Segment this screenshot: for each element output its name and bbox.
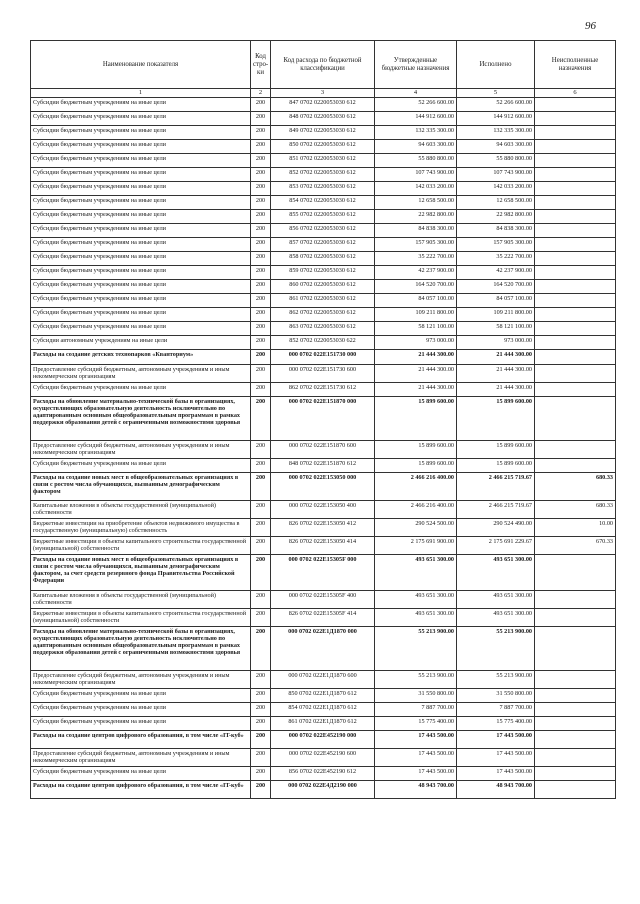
row-executed: 21 444 300.00 [457, 350, 535, 365]
row-name: Субсидии бюджетным учреждениям на иные цели [31, 168, 251, 182]
row-kbk: 858 0702 0220053030 612 [271, 252, 375, 266]
row-kbk: 852 0702 0220053030 622 [271, 336, 375, 350]
row-executed: 2 466 215 719.67 [457, 473, 535, 501]
row-name: Субсидии бюджетным учреждениям на иные цели [31, 294, 251, 308]
row-unexecuted [535, 365, 616, 383]
row-kbk: 000 0702 022E15305F 400 [271, 591, 375, 609]
row-kbk: 861 0702 0220053030 612 [271, 294, 375, 308]
row-approved: 21 444 300.00 [375, 350, 457, 365]
row-approved: 52 266 600.00 [375, 98, 457, 112]
row-approved: 17 443 500.00 [375, 749, 457, 767]
row-kbk: 854 0702 0220053030 612 [271, 196, 375, 210]
row-unexecuted [535, 140, 616, 154]
row-name: Капитальные вложения в объекты государственной (муниципальной) собственности [31, 591, 251, 609]
row-approved: 12 658 500.00 [375, 196, 457, 210]
row-name: Расходы на создание новых мест в общеобразовательных организациях в связи с ростом числа обучающихся, вызванным демографическим фактором, за счет средств резервного фонда Правительства Российской Федерации [31, 555, 251, 591]
row-approved: 157 905 300.00 [375, 238, 457, 252]
row-kbk: 850 0702 022Е1Д1870 612 [271, 689, 375, 703]
row-approved: 17 443 500.00 [375, 767, 457, 781]
row-code: 200 [251, 473, 271, 501]
row-kbk: 826 0702 022E153050 412 [271, 519, 375, 537]
row-name: Субсидии бюджетным учреждениям на иные цели [31, 459, 251, 473]
table-row [31, 224, 616, 238]
row-unexecuted [535, 210, 616, 224]
row-approved: 164 520 700.00 [375, 280, 457, 294]
row-approved: 2 175 691 900.00 [375, 537, 457, 555]
row-name: Субсидии бюджетным учреждениям на иные цели [31, 224, 251, 238]
row-unexecuted [535, 781, 616, 799]
row-executed: 493 651 300.00 [457, 609, 535, 627]
row-name: Бюджетные инвестиции в объекты капитального строительства государственной (муниципальной) собственности [31, 609, 251, 627]
row-code: 200 [251, 781, 271, 799]
row-approved: 7 887 700.00 [375, 703, 457, 717]
table-row [31, 781, 616, 799]
row-unexecuted [535, 397, 616, 441]
row-unexecuted [535, 350, 616, 365]
header-approved: Утвержденные бюджетные назначения [375, 41, 457, 89]
table-row [31, 322, 616, 336]
row-name: Субсидии бюджетным учреждениям на иные цели [31, 266, 251, 280]
row-executed: 15 899 600.00 [457, 441, 535, 459]
row-name: Субсидии бюджетным учреждениям на иные цели [31, 280, 251, 294]
row-kbk: 000 0702 022E452190 000 [271, 731, 375, 749]
row-code: 200 [251, 717, 271, 731]
row-executed: 94 603 300.00 [457, 140, 535, 154]
row-approved: 21 444 300.00 [375, 383, 457, 397]
row-kbk: 855 0702 0220053030 612 [271, 210, 375, 224]
row-executed: 109 211 800.00 [457, 308, 535, 322]
column-number: 1 [31, 89, 251, 98]
row-approved: 493 651 300.00 [375, 609, 457, 627]
table-row [31, 501, 616, 519]
row-approved: 84 838 300.00 [375, 224, 457, 238]
row-executed: 493 651 300.00 [457, 591, 535, 609]
row-executed: 15 775 400.00 [457, 717, 535, 731]
row-code: 200 [251, 280, 271, 294]
row-code: 200 [251, 308, 271, 322]
header-name: Наименование показателя [31, 41, 251, 89]
row-name: Субсидии автономным учреждениям на иные цели [31, 336, 251, 350]
row-unexecuted [535, 98, 616, 112]
table-row [31, 441, 616, 459]
row-name: Расходы на создание центров цифрового образования, в том числе «IT-куб» [31, 731, 251, 749]
row-kbk: 859 0702 0220053030 612 [271, 266, 375, 280]
row-unexecuted: 670.33 [535, 537, 616, 555]
row-executed: 84 838 300.00 [457, 224, 535, 238]
row-approved: 2 466 216 400.00 [375, 473, 457, 501]
row-unexecuted [535, 280, 616, 294]
row-code: 200 [251, 196, 271, 210]
table-row [31, 459, 616, 473]
row-approved: 48 943 700.00 [375, 781, 457, 799]
row-executed: 17 443 500.00 [457, 767, 535, 781]
row-unexecuted [535, 322, 616, 336]
row-approved: 144 912 600.00 [375, 112, 457, 126]
row-executed: 142 033 200.00 [457, 182, 535, 196]
row-unexecuted [535, 224, 616, 238]
row-approved: 15 899 600.00 [375, 441, 457, 459]
column-number: 6 [535, 89, 616, 98]
column-number: 4 [375, 89, 457, 98]
table-row [31, 717, 616, 731]
row-kbk: 000 0702 022E452190 600 [271, 749, 375, 767]
row-approved: 55 213 900.00 [375, 627, 457, 671]
row-executed: 2 175 691 229.67 [457, 537, 535, 555]
row-code: 200 [251, 154, 271, 168]
row-kbk: 000 0702 022E15305F 000 [271, 555, 375, 591]
row-kbk: 000 0702 022E151730 600 [271, 365, 375, 383]
row-kbk: 848 0702 022E151870 612 [271, 459, 375, 473]
row-executed: 21 444 300.00 [457, 365, 535, 383]
row-unexecuted [535, 196, 616, 210]
row-executed: 132 335 300.00 [457, 126, 535, 140]
table-row [31, 350, 616, 365]
row-kbk: 826 0702 022E15305F 414 [271, 609, 375, 627]
row-code: 200 [251, 731, 271, 749]
row-unexecuted [535, 459, 616, 473]
row-code: 200 [251, 98, 271, 112]
column-number: 2 [251, 89, 271, 98]
row-executed: 17 443 500.00 [457, 731, 535, 749]
row-code: 200 [251, 689, 271, 703]
row-executed: 157 905 300.00 [457, 238, 535, 252]
row-executed: 164 520 700.00 [457, 280, 535, 294]
row-name: Субсидии бюджетным учреждениям на иные цели [31, 238, 251, 252]
row-kbk: 852 0702 0220053030 612 [271, 168, 375, 182]
column-number: 3 [271, 89, 375, 98]
row-executed: 144 912 600.00 [457, 112, 535, 126]
row-kbk: 000 0702 022E151730 000 [271, 350, 375, 365]
row-code: 200 [251, 224, 271, 238]
row-code: 200 [251, 671, 271, 689]
row-unexecuted [535, 767, 616, 781]
row-approved: 493 651 300.00 [375, 591, 457, 609]
row-approved: 973 000.00 [375, 336, 457, 350]
header-executed: Исполнено [457, 41, 535, 89]
table-row [31, 365, 616, 383]
table-row [31, 112, 616, 126]
row-name: Субсидии бюджетным учреждениям на иные цели [31, 703, 251, 717]
row-executed: 15 899 600.00 [457, 397, 535, 441]
row-code: 200 [251, 112, 271, 126]
row-approved: 2 466 216 400.00 [375, 501, 457, 519]
row-code: 200 [251, 365, 271, 383]
row-name: Субсидии бюджетным учреждениям на иные цели [31, 140, 251, 154]
row-unexecuted [535, 627, 616, 671]
row-unexecuted: 680.33 [535, 501, 616, 519]
row-unexecuted [535, 112, 616, 126]
row-code: 200 [251, 627, 271, 671]
row-name: Субсидии бюджетным учреждениям на иные цели [31, 196, 251, 210]
row-approved: 84 057 100.00 [375, 294, 457, 308]
row-approved: 142 033 200.00 [375, 182, 457, 196]
row-kbk: 848 0702 0220053030 612 [271, 112, 375, 126]
row-unexecuted [535, 308, 616, 322]
row-code: 200 [251, 322, 271, 336]
row-unexecuted [535, 717, 616, 731]
row-name: Субсидии бюджетным учреждениям на иные цели [31, 767, 251, 781]
row-code: 200 [251, 609, 271, 627]
row-code: 200 [251, 210, 271, 224]
row-approved: 15 899 600.00 [375, 397, 457, 441]
row-name: Расходы на создание новых мест в общеобразовательных организациях в связи с ростом числа обучающихся, вызванным демографическим фактором [31, 473, 251, 501]
row-name: Капитальные вложения в объекты государственной (муниципальной) собственности [31, 501, 251, 519]
row-name: Субсидии бюджетным учреждениям на иные цели [31, 126, 251, 140]
row-unexecuted [535, 266, 616, 280]
row-kbk: 863 0702 0220053030 612 [271, 322, 375, 336]
table-row [31, 671, 616, 689]
row-kbk: 000 0702 022E151870 000 [271, 397, 375, 441]
row-name: Предоставление субсидий бюджетным, автономным учреждениям и иным некоммерческим организациям [31, 749, 251, 767]
table-row [31, 473, 616, 501]
header-unexecuted: Неисполненные назначения [535, 41, 616, 89]
row-unexecuted: 680.33 [535, 473, 616, 501]
row-kbk: 000 0702 022E4Д2190 000 [271, 781, 375, 799]
row-executed: 55 213 900.00 [457, 627, 535, 671]
row-approved: 15 899 600.00 [375, 459, 457, 473]
row-unexecuted [535, 168, 616, 182]
table-row [31, 168, 616, 182]
table-row [31, 519, 616, 537]
table-row [31, 555, 616, 591]
row-code: 200 [251, 441, 271, 459]
row-approved: 132 335 300.00 [375, 126, 457, 140]
row-name: Субсидии бюджетным учреждениям на иные цели [31, 154, 251, 168]
row-unexecuted [535, 154, 616, 168]
row-code: 200 [251, 238, 271, 252]
row-approved: 107 743 900.00 [375, 168, 457, 182]
row-code: 200 [251, 501, 271, 519]
row-executed: 55 213 900.00 [457, 671, 535, 689]
table-row [31, 767, 616, 781]
row-executed: 107 743 900.00 [457, 168, 535, 182]
table-row [31, 252, 616, 266]
row-unexecuted [535, 749, 616, 767]
row-approved: 109 211 800.00 [375, 308, 457, 322]
row-kbk: 856 0702 0220053030 612 [271, 224, 375, 238]
row-kbk: 853 0702 0220053030 612 [271, 182, 375, 196]
row-unexecuted [535, 703, 616, 717]
row-name: Субсидии бюджетным учреждениям на иные цели [31, 98, 251, 112]
row-kbk: 860 0702 0220053030 612 [271, 280, 375, 294]
row-name: Субсидии бюджетным учреждениям на иные цели [31, 717, 251, 731]
table-row [31, 196, 616, 210]
row-unexecuted [535, 126, 616, 140]
table-row [31, 703, 616, 717]
row-name: Расходы на обновление материально-технической базы в организациях, осуществляющих образовательную деятельность исключительно по адаптированным основным общеобразовательным программам в рамках поддержки образования детей с ограниченными возможностями здоровья [31, 627, 251, 671]
row-approved: 42 237 900.00 [375, 266, 457, 280]
table-row [31, 627, 616, 671]
row-executed: 290 524 490.00 [457, 519, 535, 537]
budget-execution-table [30, 40, 616, 799]
row-unexecuted [535, 689, 616, 703]
page-number: 96 [585, 20, 596, 32]
table-row [31, 294, 616, 308]
row-code: 200 [251, 336, 271, 350]
row-code: 200 [251, 591, 271, 609]
row-name: Субсидии бюджетным учреждениям на иные цели [31, 383, 251, 397]
row-executed: 55 880 800.00 [457, 154, 535, 168]
row-executed: 21 444 300.00 [457, 383, 535, 397]
row-approved: 94 603 300.00 [375, 140, 457, 154]
row-approved: 31 550 800.00 [375, 689, 457, 703]
row-kbk: 854 0702 022Е1Д1870 612 [271, 703, 375, 717]
row-unexecuted: 10.00 [535, 519, 616, 537]
row-approved: 290 524 500.00 [375, 519, 457, 537]
row-name: Расходы на создание детских технопарков «Кванториум» [31, 350, 251, 365]
table-row [31, 126, 616, 140]
row-code: 200 [251, 749, 271, 767]
row-unexecuted [535, 182, 616, 196]
row-executed: 52 266 600.00 [457, 98, 535, 112]
row-approved: 15 775 400.00 [375, 717, 457, 731]
row-code: 200 [251, 383, 271, 397]
row-code: 200 [251, 767, 271, 781]
row-unexecuted [535, 671, 616, 689]
row-name: Субсидии бюджетным учреждениям на иные цели [31, 112, 251, 126]
row-approved: 35 222 700.00 [375, 252, 457, 266]
column-number: 5 [457, 89, 535, 98]
row-kbk: 862 0702 022E151730 612 [271, 383, 375, 397]
row-kbk: 847 0702 0220053030 612 [271, 98, 375, 112]
row-executed: 2 466 215 719.67 [457, 501, 535, 519]
row-approved: 21 444 300.00 [375, 365, 457, 383]
row-executed: 22 982 800.00 [457, 210, 535, 224]
table-row [31, 336, 616, 350]
table-row [31, 591, 616, 609]
row-kbk: 856 0702 022E452190 612 [271, 767, 375, 781]
row-name: Субсидии бюджетным учреждениям на иные цели [31, 689, 251, 703]
row-kbk: 000 0702 022E151870 600 [271, 441, 375, 459]
table-row [31, 383, 616, 397]
row-name: Субсидии бюджетным учреждениям на иные цели [31, 308, 251, 322]
row-name: Предоставление субсидий бюджетным, автономным учреждениям и иным некоммерческим организациям [31, 671, 251, 689]
row-kbk: 861 0702 022Е1Д1870 612 [271, 717, 375, 731]
row-name: Расходы на обновление материально-технической базы в организациях, осуществляющих образовательную деятельность исключительно по адаптированным основным общеобразовательным программам в рамках поддержки образования детей с ограниченными возможностями здоровья [31, 397, 251, 441]
row-code: 200 [251, 140, 271, 154]
row-kbk: 862 0702 0220053030 612 [271, 308, 375, 322]
row-executed: 84 057 100.00 [457, 294, 535, 308]
row-code: 200 [251, 126, 271, 140]
row-kbk: 000 0702 022Е1Д1870 600 [271, 671, 375, 689]
table-row [31, 266, 616, 280]
row-approved: 58 121 100.00 [375, 322, 457, 336]
row-name: Субсидии бюджетным учреждениям на иные цели [31, 252, 251, 266]
table-row [31, 154, 616, 168]
row-approved: 493 651 300.00 [375, 555, 457, 591]
table-row [31, 609, 616, 627]
table-row [31, 537, 616, 555]
row-name: Субсидии бюджетным учреждениям на иные цели [31, 210, 251, 224]
row-code: 200 [251, 555, 271, 591]
row-name: Расходы на создание центров цифрового образования, в том числе «IT-куб» [31, 781, 251, 799]
row-executed: 35 222 700.00 [457, 252, 535, 266]
row-code: 200 [251, 397, 271, 441]
row-unexecuted [535, 336, 616, 350]
row-executed: 15 899 600.00 [457, 459, 535, 473]
row-code: 200 [251, 252, 271, 266]
row-unexecuted [535, 238, 616, 252]
row-kbk: 850 0702 0220053030 612 [271, 140, 375, 154]
table-row [31, 182, 616, 196]
row-unexecuted [535, 294, 616, 308]
table-row [31, 280, 616, 294]
row-name: Субсидии бюджетным учреждениям на иные цели [31, 182, 251, 196]
row-kbk: 857 0702 0220053030 612 [271, 238, 375, 252]
row-name: Предоставление субсидий бюджетным, автономным учреждениям и иным некоммерческим организациям [31, 365, 251, 383]
header-kbk: Код расхода по бюджетной классификации [271, 41, 375, 89]
row-unexecuted [535, 555, 616, 591]
row-code: 200 [251, 294, 271, 308]
row-approved: 22 982 800.00 [375, 210, 457, 224]
row-executed: 31 550 800.00 [457, 689, 535, 703]
row-unexecuted [535, 441, 616, 459]
row-code: 200 [251, 182, 271, 196]
table-row [31, 308, 616, 322]
table-row [31, 689, 616, 703]
row-code: 200 [251, 519, 271, 537]
row-kbk: 000 0702 022E153050 400 [271, 501, 375, 519]
table-row [31, 140, 616, 154]
table-row [31, 731, 616, 749]
row-executed: 48 943 700.00 [457, 781, 535, 799]
row-kbk: 851 0702 0220053030 612 [271, 154, 375, 168]
header-code: Код стро-ки [251, 41, 271, 89]
row-unexecuted [535, 591, 616, 609]
row-approved: 55 213 900.00 [375, 671, 457, 689]
row-code: 200 [251, 266, 271, 280]
column-number-row [31, 89, 616, 98]
row-kbk: 000 0702 022E153050 000 [271, 473, 375, 501]
row-name: Субсидии бюджетным учреждениям на иные цели [31, 322, 251, 336]
row-executed: 58 121 100.00 [457, 322, 535, 336]
table-row [31, 397, 616, 441]
row-kbk: 826 0702 022E153050 414 [271, 537, 375, 555]
row-executed: 17 443 500.00 [457, 749, 535, 767]
row-name: Предоставление субсидий бюджетным, автономным учреждениям и иным некоммерческим организациям [31, 441, 251, 459]
row-executed: 7 887 700.00 [457, 703, 535, 717]
row-code: 200 [251, 703, 271, 717]
row-executed: 493 651 300.00 [457, 555, 535, 591]
row-name: Бюджетные инвестиции на приобретение объектов недвижимого имущества в государственную (муниципальную) собственность [31, 519, 251, 537]
row-executed: 12 658 500.00 [457, 196, 535, 210]
row-executed: 973 000.00 [457, 336, 535, 350]
table-row [31, 210, 616, 224]
row-executed: 42 237 900.00 [457, 266, 535, 280]
row-code: 200 [251, 350, 271, 365]
row-code: 200 [251, 168, 271, 182]
row-name: Бюджетные инвестиции в объекты капитального строительства государственной (муниципальной) собственности [31, 537, 251, 555]
row-unexecuted [535, 383, 616, 397]
row-approved: 17 443 500.00 [375, 731, 457, 749]
row-kbk: 000 0702 022Е1Д1870 000 [271, 627, 375, 671]
table-row [31, 238, 616, 252]
table-row [31, 749, 616, 767]
row-unexecuted [535, 731, 616, 749]
row-approved: 55 880 800.00 [375, 154, 457, 168]
row-code: 200 [251, 459, 271, 473]
row-kbk: 849 0702 0220053030 612 [271, 126, 375, 140]
row-unexecuted [535, 609, 616, 627]
row-unexecuted [535, 252, 616, 266]
table-row [31, 98, 616, 112]
row-code: 200 [251, 537, 271, 555]
